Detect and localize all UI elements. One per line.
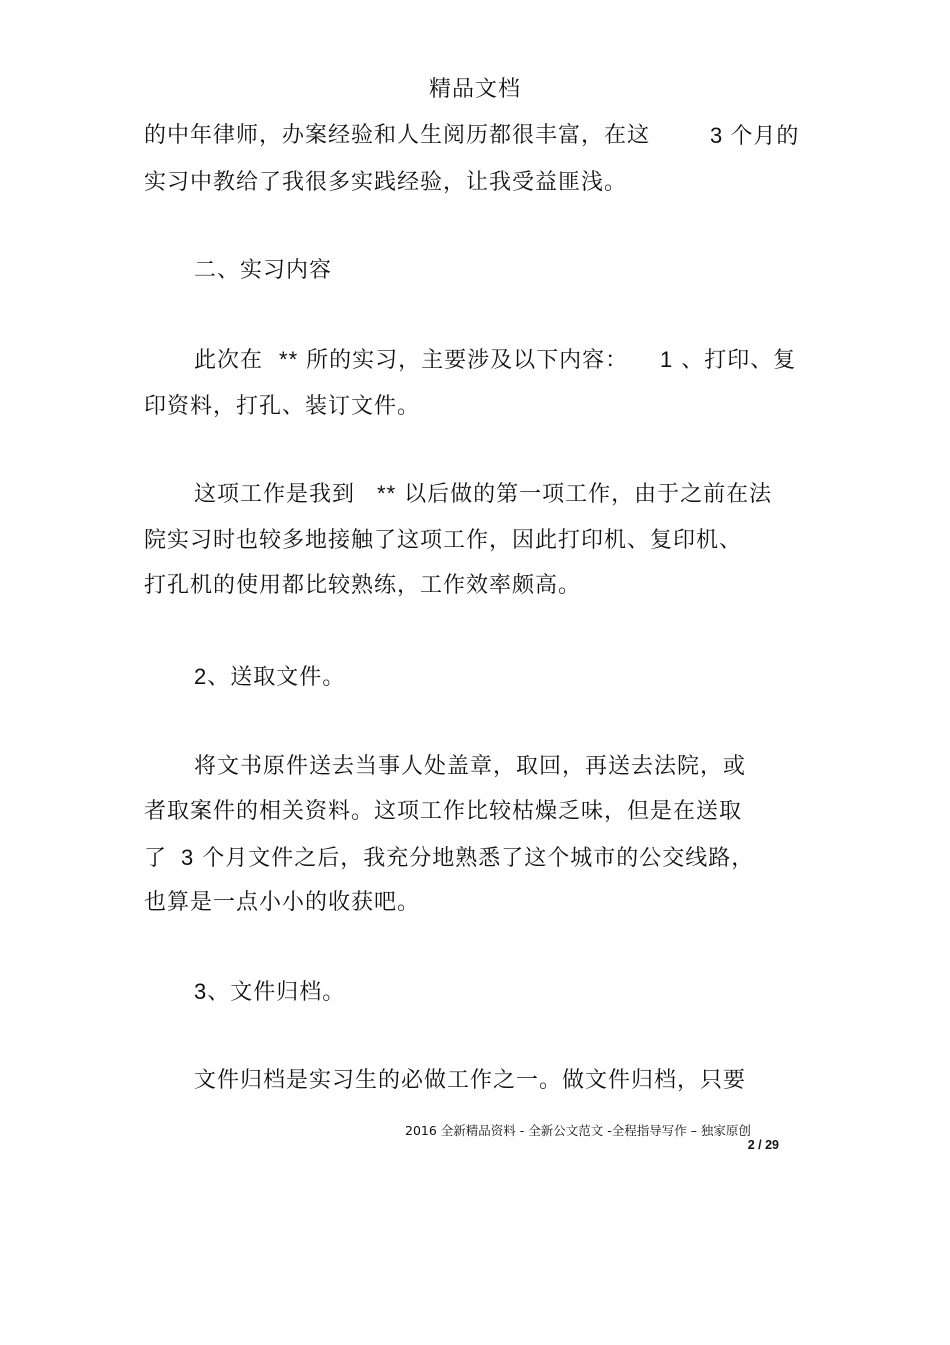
page-header: 精品文档 <box>428 77 521 102</box>
footer-text: 2016 全新精品资料 - 全新公文范文 -全程指导写作 – 独家原创 <box>405 1123 751 1138</box>
list-item-3-text: 、文件归档。 <box>207 980 346 1005</box>
paragraph-4-number: 3 <box>181 845 195 870</box>
paragraph-3-line-1 <box>194 479 772 510</box>
paragraph-4-line-1: 将文书原件送去当事人处盖章，取回，再送去法院，或 <box>194 754 747 779</box>
paragraph-2-placeholder: ** <box>279 347 299 372</box>
list-item-3 <box>194 977 345 1008</box>
paragraph-4-line-3 <box>144 843 754 874</box>
paragraph-4-line-4: 也算是一点小小的收获吧。 <box>144 890 421 915</box>
list-item-2-number: 2 <box>194 664 208 689</box>
paragraph-4-text-c: 个月文件之后，我充分地熟悉了这个城市的公交线路， <box>202 846 755 871</box>
paragraph-1-line-1-text: 的中年律师，办案经验和人生阅历都很丰富，在这 <box>144 123 651 148</box>
paragraph-4-text-a: 了 <box>144 846 168 871</box>
paragraph-2-text-a: 此次在 <box>194 348 264 373</box>
paragraph-2-text-c: 所的实习，主要涉及以下内容： <box>306 348 629 373</box>
paragraph-3-line-3: 打孔机的使用都比较熟练，工作效率颇高。 <box>144 573 582 598</box>
page-number: 2 / 29 <box>747 1138 779 1152</box>
paragraph-2-line-2: 印资料，打孔、装订文件。 <box>144 394 421 419</box>
paragraph-4-line-2: 者取案件的相关资料。这项工作比较枯燥乏味，但是在送取 <box>144 799 743 824</box>
list-item-3-number: 3 <box>194 979 208 1004</box>
paragraph-1-line-1 <box>144 121 650 151</box>
paragraph-2-line-1-tail <box>660 345 796 376</box>
paragraph-2-line-1 <box>194 345 628 376</box>
paragraph-5-line-1: 文件归档是实习生的必做工作之一。做文件归档，只要 <box>194 1068 747 1093</box>
list-item-2 <box>194 662 345 693</box>
paragraph-1-line-1-tail <box>710 121 799 152</box>
list-number-1: 1 <box>660 347 674 372</box>
paragraph-3-text-c: 以后做的第一项工作，由于之前在法 <box>404 482 773 507</box>
paragraph-2-text-e: 、打印、复 <box>681 348 797 373</box>
list-item-2-text: 、送取文件。 <box>207 665 346 690</box>
section-heading-internship-content: 二、实习内容 <box>194 258 333 283</box>
paragraph-1-line-2: 实习中教给了我很多实践经验，让我受益匪浅。 <box>144 170 628 195</box>
paragraph-3-placeholder: ** <box>377 481 397 506</box>
paragraph-1-line-1-number: 3 个月的 <box>710 123 800 148</box>
paragraph-3-line-2: 院实习时也较多地接触了这项工作，因此打印机、复印机、 <box>144 528 743 553</box>
paragraph-3-text-a: 这项工作是我到 <box>194 482 356 507</box>
